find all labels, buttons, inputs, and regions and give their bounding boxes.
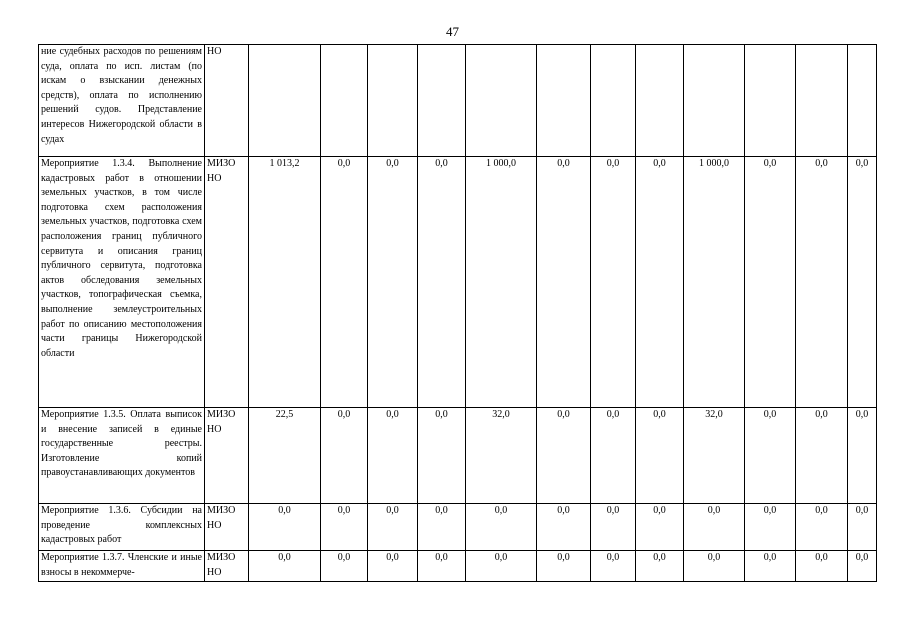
executor-cell: НО — [205, 45, 249, 157]
funding-value-cell: 0,0 — [796, 408, 848, 504]
funding-value-cell — [466, 45, 537, 157]
funding-value-cell: 0,0 — [848, 551, 877, 582]
funding-value-cell: 0,0 — [249, 551, 321, 582]
funding-value-cell — [684, 45, 745, 157]
funding-value-cell: 0,0 — [745, 504, 796, 551]
funding-value-cell: 0,0 — [466, 504, 537, 551]
funding-value-cell — [418, 45, 466, 157]
funding-value-cell: 0,0 — [591, 408, 636, 504]
funding-value-cell: 0,0 — [636, 408, 684, 504]
activity-description: Мероприятие 1.3.7. Членские и иные взносы в некоммерче- — [39, 551, 205, 582]
activity-description: Мероприятие 1.3.5. Оплата выписок и внесение записей в единые государственные реестры. Изготовление копий правоустанавливающих документов — [39, 408, 205, 504]
funding-value-cell: 0,0 — [684, 504, 745, 551]
funding-value-cell: 0,0 — [745, 408, 796, 504]
funding-value-cell: 0,0 — [537, 157, 591, 408]
funding-value-cell — [368, 45, 418, 157]
funding-value-cell: 0,0 — [321, 408, 368, 504]
funding-value-cell: 0,0 — [636, 157, 684, 408]
funding-value-cell: 0,0 — [418, 157, 466, 408]
funding-value-cell: 0,0 — [418, 408, 466, 504]
funding-value-cell — [591, 45, 636, 157]
funding-value-cell: 0,0 — [321, 504, 368, 551]
funding-value-cell: 0,0 — [466, 551, 537, 582]
funding-value-cell: 0,0 — [537, 551, 591, 582]
funding-value-cell: 0,0 — [591, 157, 636, 408]
funding-value-cell: 0,0 — [368, 504, 418, 551]
executor-cell: МИЗО НО — [205, 408, 249, 504]
funding-value-cell: 32,0 — [684, 408, 745, 504]
funding-value-cell: 0,0 — [796, 504, 848, 551]
funding-value-cell — [249, 45, 321, 157]
funding-value-cell — [848, 45, 877, 157]
activity-description: ние судебных расходов по решениям суда, оплата по исп. листам (по искам о взыскании денежных средств), оплата по исполнению решений судов. Представление интересов Нижегородской области в судах — [39, 45, 205, 157]
funding-value-cell: 0,0 — [591, 551, 636, 582]
funding-value-cell: 0,0 — [848, 157, 877, 408]
funding-value-cell: 0,0 — [537, 504, 591, 551]
funding-value-cell: 0,0 — [684, 551, 745, 582]
funding-value-cell — [636, 45, 684, 157]
activity-description: Мероприятие 1.3.6. Субсидии на проведение комплексных кадастровых работ — [39, 504, 205, 551]
funding-value-cell: 0,0 — [745, 157, 796, 408]
funding-value-cell: 0,0 — [368, 157, 418, 408]
table-row — [39, 408, 877, 504]
activity-description: Мероприятие 1.3.4. Выполнение кадастровых работ в отношении земельных участков, в том числе подготовка схем расположения земельных участков, подготовка схем расположения границ публичного сервитута и описания границ публичного сервитута, подготовка актов обследования земельных участков, топографическая съемка, выполнение землеустроительных работ по описанию местоположения части границы Нижегородской области — [39, 157, 205, 408]
funding-value-cell: 0,0 — [796, 157, 848, 408]
funding-value-cell: 1 000,0 — [684, 157, 745, 408]
funding-value-cell: 0,0 — [796, 551, 848, 582]
funding-value-cell — [745, 45, 796, 157]
budget-table — [38, 44, 877, 582]
funding-value-cell — [321, 45, 368, 157]
funding-value-cell: 0,0 — [418, 504, 466, 551]
funding-value-cell — [796, 45, 848, 157]
funding-value-cell: 0,0 — [368, 551, 418, 582]
funding-value-cell: 0,0 — [249, 504, 321, 551]
funding-value-cell: 22,5 — [249, 408, 321, 504]
executor-cell: МИЗО НО — [205, 157, 249, 408]
funding-value-cell: 0,0 — [745, 551, 796, 582]
executor-cell: МИЗО НО — [205, 504, 249, 551]
funding-value-cell: 0,0 — [537, 408, 591, 504]
funding-value-cell: 0,0 — [321, 551, 368, 582]
funding-value-cell: 0,0 — [636, 504, 684, 551]
funding-value-cell: 32,0 — [466, 408, 537, 504]
funding-value-cell: 1 013,2 — [249, 157, 321, 408]
funding-value-cell: 0,0 — [848, 504, 877, 551]
table-row — [39, 551, 877, 582]
table-row — [39, 157, 877, 408]
executor-cell: МИЗО НО — [205, 551, 249, 582]
funding-value-cell: 0,0 — [591, 504, 636, 551]
table-row — [39, 504, 877, 551]
funding-value-cell: 0,0 — [418, 551, 466, 582]
funding-value-cell — [537, 45, 591, 157]
page-number: 47 — [446, 24, 459, 39]
funding-value-cell: 0,0 — [321, 157, 368, 408]
table-row — [39, 45, 877, 157]
funding-value-cell: 0,0 — [368, 408, 418, 504]
funding-value-cell: 0,0 — [636, 551, 684, 582]
funding-value-cell: 0,0 — [848, 408, 877, 504]
funding-value-cell: 1 000,0 — [466, 157, 537, 408]
